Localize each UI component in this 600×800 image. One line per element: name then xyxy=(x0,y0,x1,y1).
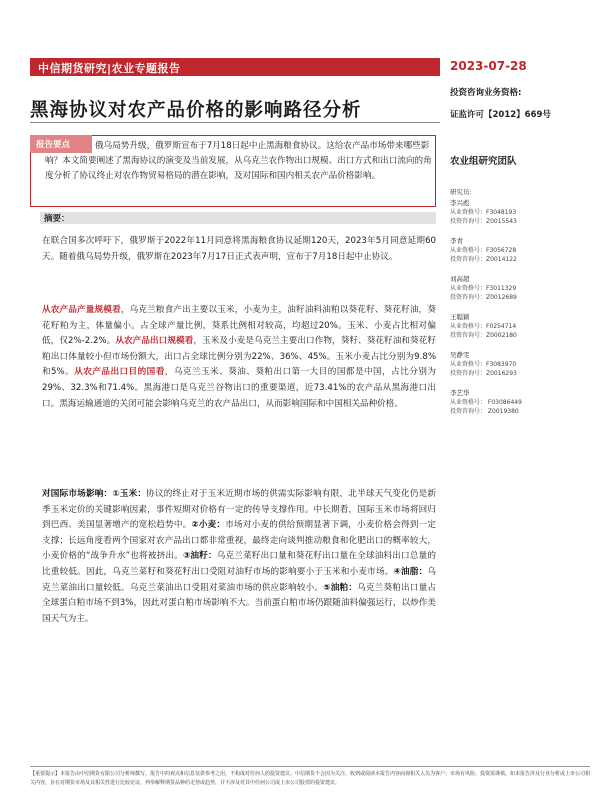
paragraph-intro: 在联合国多次呼吁下，俄罗斯于2022年11月同意将黑海粮食协议延期120天，2023年5月同意延期60天。随着俄乌局势升级，俄罗斯在2023年7月17日正式表声明，宣布于7月18日起中止协议。 xyxy=(42,236,436,262)
qualification-license: 证监许可【2012】669号 xyxy=(450,110,551,120)
researcher-consult-no: 投资咨询号：Z0012689 xyxy=(450,294,517,301)
text-oil: 乌克兰菜油出口量较低。乌克兰菜油出口受阻对菜油市场的供应影响较小。 xyxy=(42,566,436,593)
summary-tag-label: 报告要点 xyxy=(36,140,71,150)
researcher-license: 从业资格号：F3011329 xyxy=(450,285,517,292)
brand-label: 中信期货研究|农业专题报告 xyxy=(38,62,181,75)
researcher-entry xyxy=(450,350,590,378)
paragraph-international-impact xyxy=(42,487,436,627)
researcher-consult-no: 投资咨询号：Z0016293 xyxy=(450,370,517,377)
text-export-scale: ，玉米及小麦是乌克兰主要出口作物，葵籽、葵花籽油和葵花籽粕出口体量较小但市场份额大，出口占全球比例分别为22%、36%、45%。玉米小麦占比分别为9.8%和5%。 xyxy=(42,336,436,378)
report-date: 2023-07-28 xyxy=(450,59,527,73)
marker-corn: ①玉米： xyxy=(112,489,147,499)
researcher-consult-no: 投资咨询号：Z0002180 xyxy=(450,332,517,339)
researcher-consult-no: 投资咨询号：Z0014122 xyxy=(450,256,517,263)
researcher-name: 李艺华 xyxy=(450,389,470,397)
text-meal: 乌克兰葵粕出口量占全球蛋白粕市场不到3%，因此对蛋白粕市场影响不大。当前蛋白粕市场仍跟随油料偏强运行，以炒作美国天气为主。 xyxy=(42,582,436,624)
researcher-consult-no: 投资咨询号：Z0015543 xyxy=(450,218,517,225)
text-export-destination: ，乌克兰玉米、葵油、葵粕出口第一大目的国都是中国，占比分别为29%、32.3%和71.4%。黑海港口是乌克兰谷物出口的重要渠道，近73.41%的农产品从黑海港口出口。黑海运输通道的关闭可能会影响乌克兰的农产品出口，从而影响国际和中国相关品种价格。 xyxy=(42,367,436,409)
marker-meal: ⑤油粕： xyxy=(323,582,358,593)
heading-international-impact: 对国际市场影响： xyxy=(42,489,113,499)
text-production-scale: ，乌克兰粮食产出主要以玉米，小麦为主，油籽油料油粕以葵花籽、葵花籽油，葵花籽粕为主，体量偏小。占全球产量比例，葵系比例相对较高，均超过20%。玉米、小麦占比相对偏低，仅2%-2.2%。 xyxy=(42,305,436,347)
researcher-name: 刘高超 xyxy=(450,275,470,283)
researcher-entry xyxy=(450,312,590,340)
abstract-header xyxy=(40,212,436,224)
researcher-entry xyxy=(450,236,590,264)
page-title: 黑海协议对农产品价格的影响路径分析 xyxy=(30,100,362,121)
marker-oil: ④油脂： xyxy=(393,566,428,577)
researcher-license: 从业资格号： F03086449 xyxy=(450,399,522,406)
abstract-label: 摘要： xyxy=(44,214,70,224)
researcher-license: 从业资格号：F3083970 xyxy=(450,361,517,368)
right-sidebar xyxy=(450,85,590,416)
heading-production-scale: 从农产品产量规模看 xyxy=(42,305,121,315)
researcher-entry xyxy=(450,198,590,226)
researcher-license: 从业资格号：F3048193 xyxy=(450,209,517,216)
heading-export-destination: 从农产品出口目的国看 xyxy=(74,367,165,378)
report-header-bar xyxy=(30,58,440,76)
text-wheat: 市场对小麦的供给预期显著下调，小麦价格会得到一定支撑；长远角度看两个国家对农产品出口都非常重视，最终走向谈判推动粮食和化肥出口的概率较大，小麦价格的“战争升水”也将被挤出。 xyxy=(42,520,436,562)
researcher-name: 李兴彪 xyxy=(450,199,470,207)
text-corn: 协议的终止对于玉米近期市场的供需实际影响有限，北半球天气变化仍是新季玉米定价的关键影响因素，事件短期对价格有一定的传导支撑作用。中长期看，国际玉米市场将回归到巴西、美国显著增产的宽松趋势中。 xyxy=(42,489,436,531)
title-divider xyxy=(30,122,440,123)
researcher-consult-no: 投资咨询号： Z0019380 xyxy=(450,408,519,415)
researcher-license: 从业资格号：F0254714 xyxy=(450,323,517,330)
researcher-name: 吴静雯 xyxy=(450,351,470,359)
researcher-name: 王聪颖 xyxy=(450,313,470,321)
summary-box xyxy=(30,135,436,207)
summary-text: 俄乌局势升级，俄罗斯宣布于7月18日起中止黑海粮食协议。这给农产品市场带来哪些影响？本文简要阐述了黑海协议的演变及当前发展，从乌克兰农作物出口规模、出口方式和出口流向的角度分析了协议终止对农作物贸易格局的潜在影响，及对国际和国内相关农产品价格影响。 xyxy=(45,141,432,181)
text-oilseed: 乌克兰菜籽出口量和葵花籽出口量在全球油料出口总量的比重较低。因此，乌克兰菜籽和葵花籽出口受阻对油籽市场的影响要小于玉米和小麦市场。 xyxy=(42,551,436,577)
researchers-label: 研究员: xyxy=(450,188,472,196)
qualification-label: 投资咨询业务资格: xyxy=(450,88,522,98)
marker-wheat: ②小麦： xyxy=(191,520,226,531)
researcher-entry xyxy=(450,274,590,302)
research-team-title: 农业组研究团队 xyxy=(450,156,517,167)
footer-divider xyxy=(30,766,590,767)
researcher-entry xyxy=(450,388,590,416)
disclaimer-text: 【重要提示】本报告由中信期货有限公司分析师撰写。报告中的观点和信息仅供参考之用，不构成对任何人的投资建议。中信期货不会因为关注、收到或阅读本报告内容而视相关人员为客户；市场有风险，投资需谨慎。如本报告涉及行业分析或上市公司相关内容，旨在对期货市场及其相关性进行比较论证，列举解释期货品种的走势或趋势，并不涉及对其中任何公司或上市公司股票的投资建议。 xyxy=(30,771,591,786)
paragraph-production-export xyxy=(42,303,436,412)
heading-export-scale: 从农产品出口规模看 xyxy=(115,336,194,347)
researcher-list xyxy=(450,198,590,416)
researcher-license: 从业资格号：F3056728 xyxy=(450,247,517,254)
marker-oilseed: ③油籽： xyxy=(182,551,217,562)
researcher-name: 李青 xyxy=(450,237,463,245)
